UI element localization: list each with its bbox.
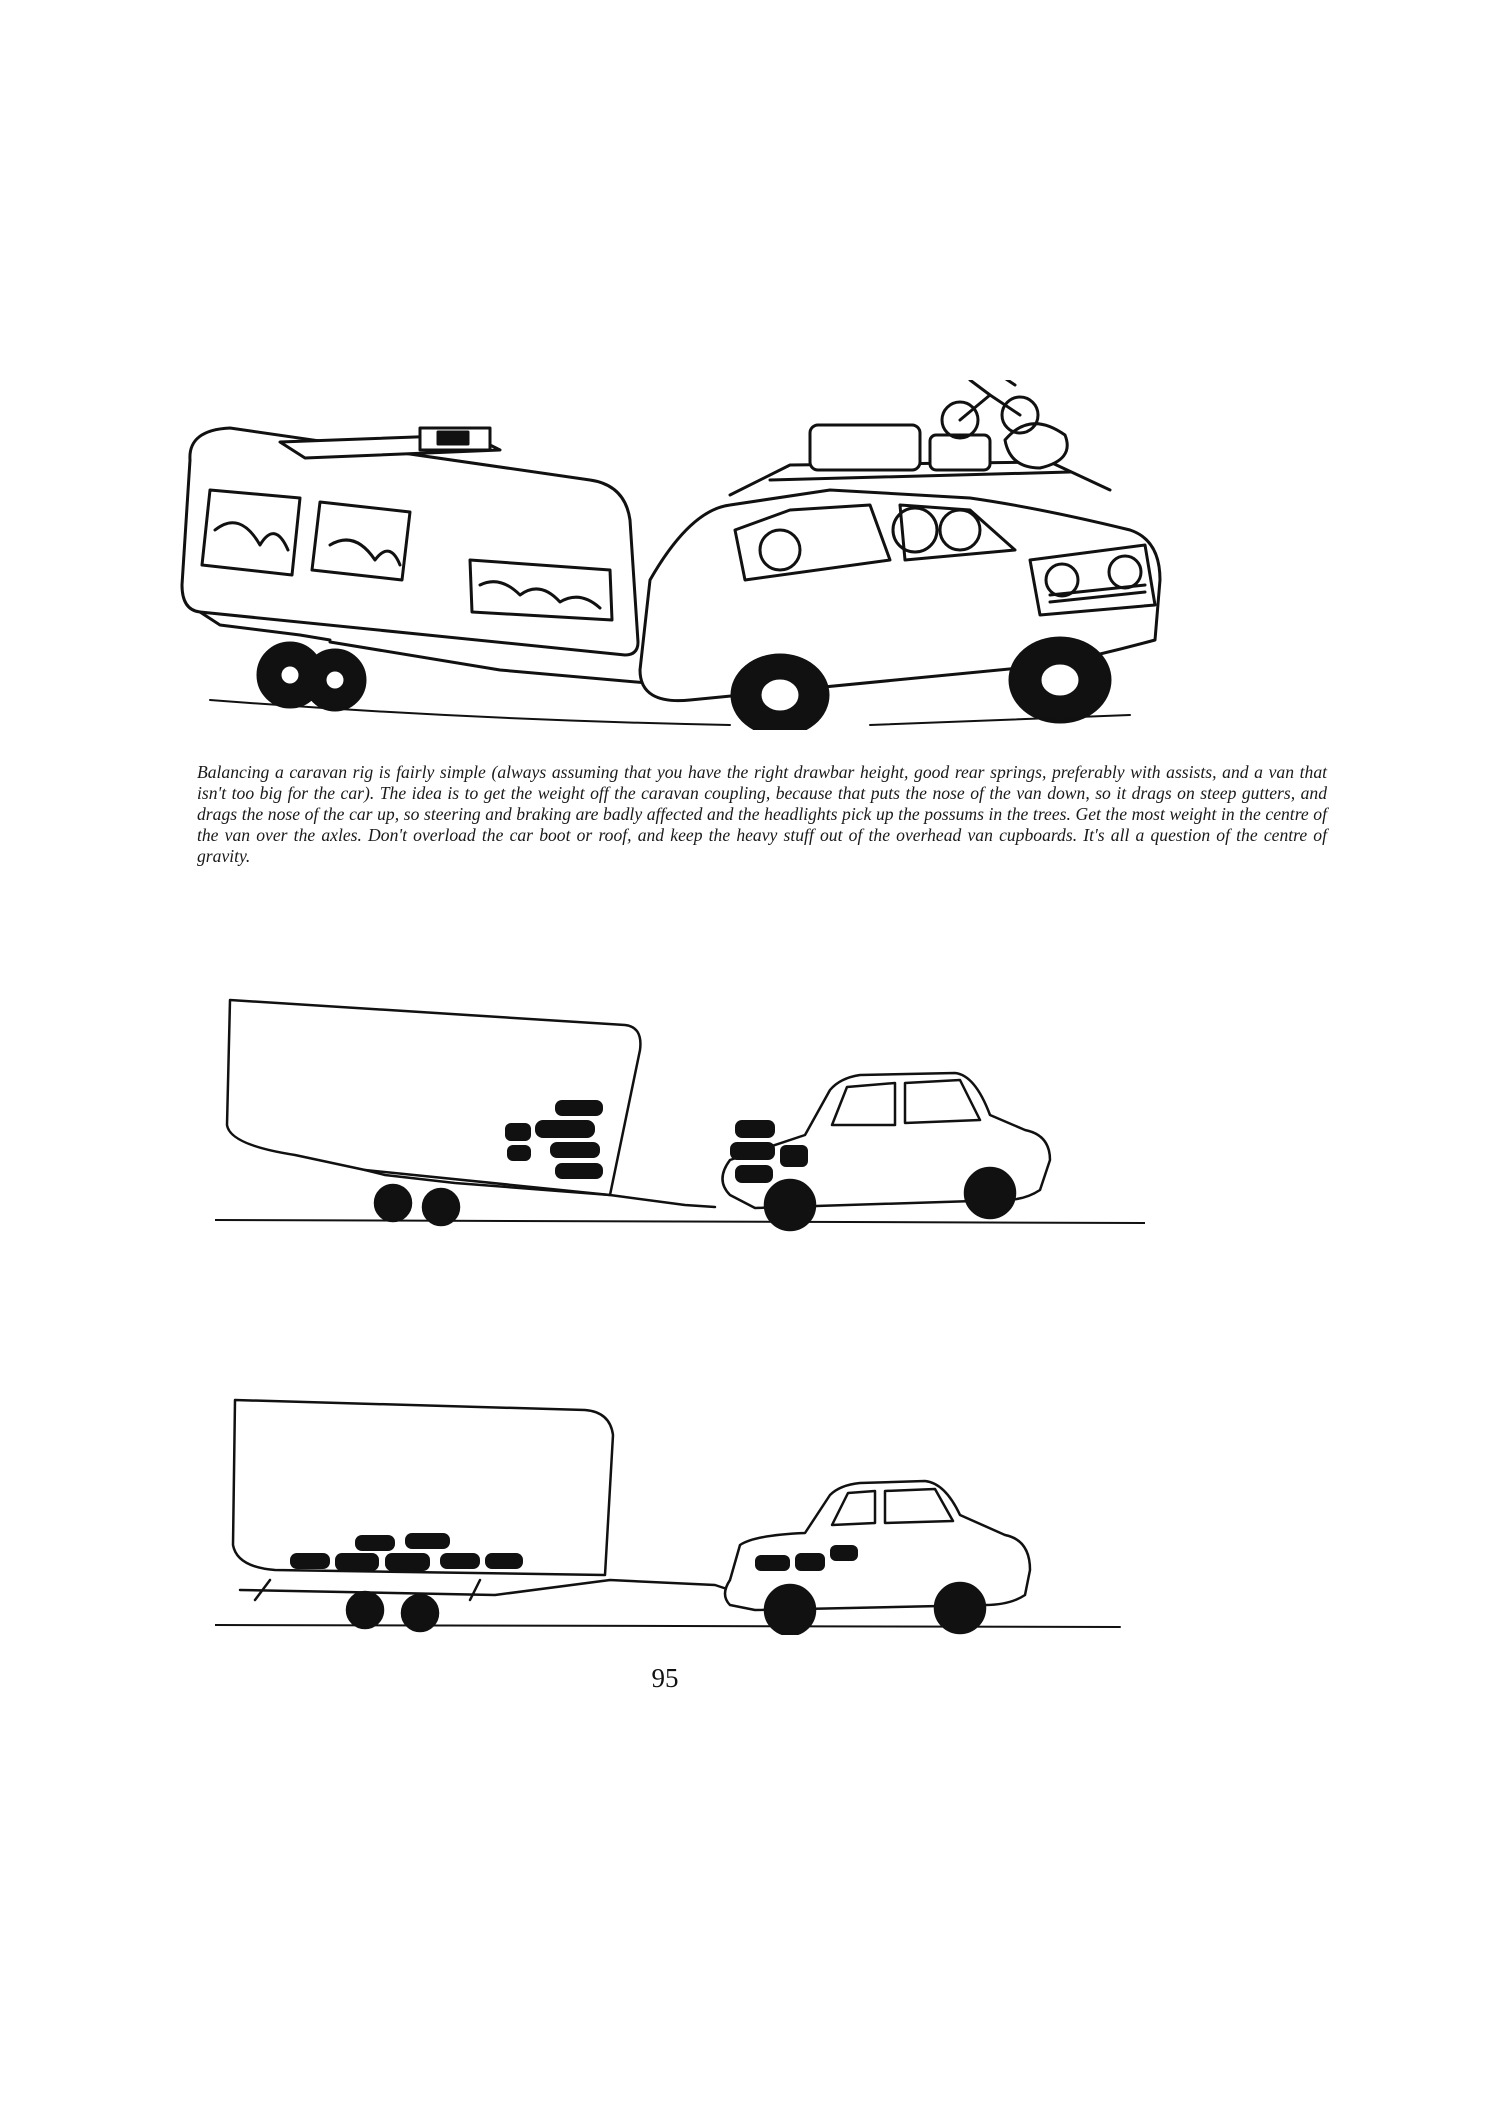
page-number: 95 [651, 1663, 679, 1693]
caravan-cartoon-illustration [170, 380, 1170, 730]
incorrect-load-diagram [215, 995, 1145, 1235]
correct-load-diagram [215, 1395, 1145, 1635]
illustration-caption: Balancing a caravan rig is fairly simple (always assuming that you have the right drawbar height, good rear springs, preferably with assists, and a van that isn't too big for the car). The idea is to get the weight off the caravan coupling, because that puts the nose of the van down, so it drags on steep gutters, and drags the nose of the car up, so steering and braking are badly affected and the headlights pick up the possums in the trees. Get the most weight in the centre of the van over the axles. Don't overload the car boot or roof, and keep the heavy stuff out of the overhead van cupboards. It's all a question of the centre of gravity. [197, 762, 1327, 866]
